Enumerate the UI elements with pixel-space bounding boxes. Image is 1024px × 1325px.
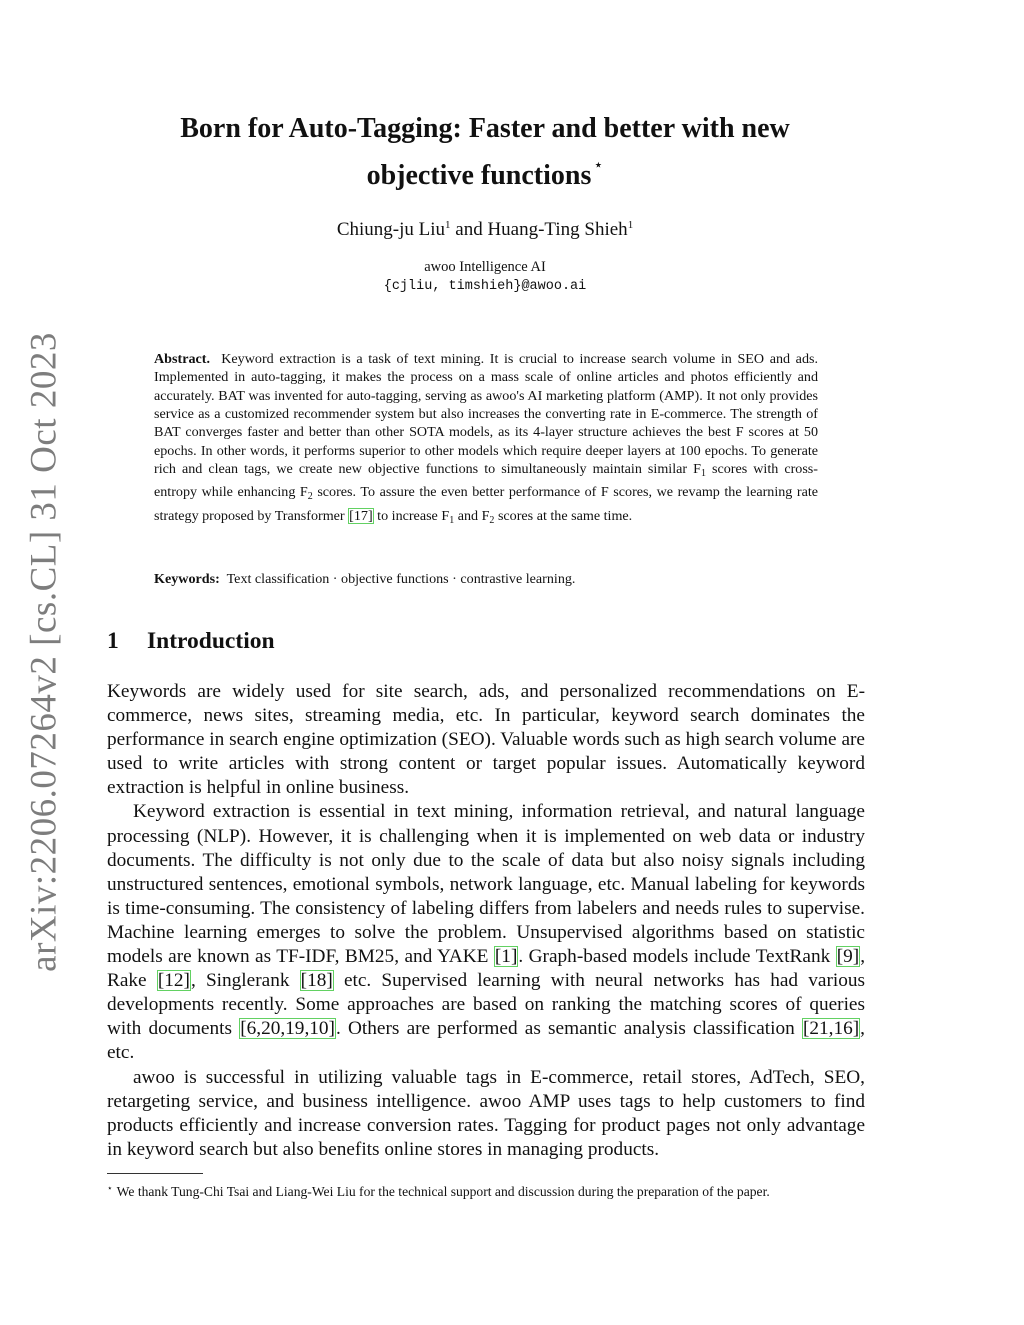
affiliation-marker: 1 (445, 219, 451, 231)
paragraph-text: etc. Supervised learning with neural networks has had various developments recently. Some approaches are based on ranking the matching scores of queries with documents (107, 970, 866, 1040)
abstract-text: scores with cross-entropy while enhancing F (154, 461, 818, 501)
abstract-text: and F (454, 507, 490, 524)
paragraph-text: . Graph-based models include TextRank (518, 946, 836, 968)
citation-link[interactable]: [21,16] (802, 1018, 860, 1040)
paragraph-text: , etc. (107, 1018, 865, 1064)
footnote-text: We thank Tung-Chi Tsai and Liang-Wei Liu for the technical support and discussion during the preparation of the paper. (116, 1184, 770, 1199)
keywords-text: Text classification · objective functions · contrastive learning. (226, 571, 576, 587)
citation-link[interactable]: [6,20,19,10] (240, 1018, 335, 1040)
paragraph-text: , Singlerank (190, 970, 300, 992)
section-number: 1 (107, 628, 119, 654)
footnote-divider (107, 1173, 203, 1174)
abstract-label: Abstract. (154, 351, 210, 367)
subscript: 1 (700, 468, 706, 480)
author-name: Huang-Ting Shieh (487, 219, 628, 240)
author-conjunction: and (455, 219, 483, 240)
paragraph: Keywords are widely used for site search, ads, and personalized recommendations on E-commerce, news sites, streaming media, etc. In particular, keyword search dominates the performance in search engine optimization (SEO). Valuable words such as high search volume are used to write articles with strong content or target popular issues. Automatically keyword extraction is helpful in online business. (107, 681, 865, 799)
affiliation: awoo Intelligence AI (424, 259, 546, 275)
section-title: Introduction (147, 628, 275, 654)
paragraph (107, 800, 865, 1065)
footnote (107, 1179, 865, 1201)
abstract-text: Keyword extraction is a task of text mining. It is crucial to increase search volume in SEO and ads. Implemented in auto-tagging, it makes the process on a mass scale of online articles and photos efficiently and accurately. BAT was invented for auto-tagging, serving as awoo's AI marketing platform (AMP). It not only provides service as a customized recommender system but also increases the converting rate in E-commerce. The strength of BAT converges faster and better than other SOTA models, as its 4-layer structure achieves the best F scores at 50 epochs. In other words, it performs superior to other models which require deeper layers at 100 epochs. To generate rich and clean tags, we create new objective functions to simultaneously maintain similar F (154, 351, 818, 478)
abstract (154, 350, 818, 530)
affiliation-marker: 1 (627, 219, 634, 231)
section-heading (107, 628, 275, 655)
keywords-label: Keywords: (154, 571, 220, 587)
abstract-text: scores at the same time. (494, 507, 633, 524)
title-line-1: Born for Auto-Tagging: Faster and better with new (180, 113, 790, 144)
citation-link[interactable]: [12] (157, 970, 190, 992)
abstract-text: to increase F (373, 507, 450, 524)
keywords (154, 571, 818, 588)
paragraph: awoo is successful in utilizing valuable tags in E-commerce, retail stores, AdTech, SEO, retargeting service, and business intelligence. awoo AMP uses tags to help customers to find products efficiently and increase conversion rates. Tagging for product pages not only advantage in keyword search but also benefits online stores in managing products. (107, 1066, 865, 1160)
author-emails: {cjliu, timshieh}@awoo.ai (383, 279, 587, 294)
author-name: Chiung-ju Liu (336, 219, 446, 240)
title-line-2: objective functions (366, 160, 592, 191)
author-list (100, 219, 870, 241)
arxiv-identifier[interactable]: arXiv:2206.07264v2 [cs.CL] 31 Oct 2023 (23, 332, 65, 972)
subscript: 2 (489, 514, 495, 526)
title-footnote-mark[interactable]: ⋆ (593, 157, 604, 174)
paragraph-text: Keyword extraction is essential in text mining, information retrieval, and natural language processing (NLP). However, it is challenging when it is implemented on web data or industry documents. The difficulty is not only due to the scale of data but also noisy signals including unstructured sentences, emotional symbols, network language, etc. Manual labeling for keywords is time-consuming. The consistency of labeling differs from labelers and needs rules to supervise. Machine learning emerges to solve the problem. Unsupervised algorithms based on statistic models are known as TF-IDF, BM25, and YAKE (107, 801, 865, 968)
abstract-text: scores. To assure the even better performance of F scores, we revamp the learning rate strategy proposed by Transformer (154, 484, 818, 524)
body-text (107, 680, 865, 1162)
subscript: 1 (449, 514, 455, 526)
citation-link[interactable]: [1] (494, 946, 518, 968)
paragraph-text: , Rake (107, 946, 866, 992)
paragraph-text: . Others are performed as semantic analysis classification (335, 1018, 802, 1040)
paper-title (100, 110, 870, 194)
footnote-mark: ⋆ (107, 1183, 113, 1193)
citation-link[interactable]: [9] (836, 946, 860, 968)
citation-link[interactable]: [18] (300, 970, 333, 992)
subscript: 2 (307, 491, 313, 503)
citation-link[interactable]: [17] (349, 507, 373, 524)
